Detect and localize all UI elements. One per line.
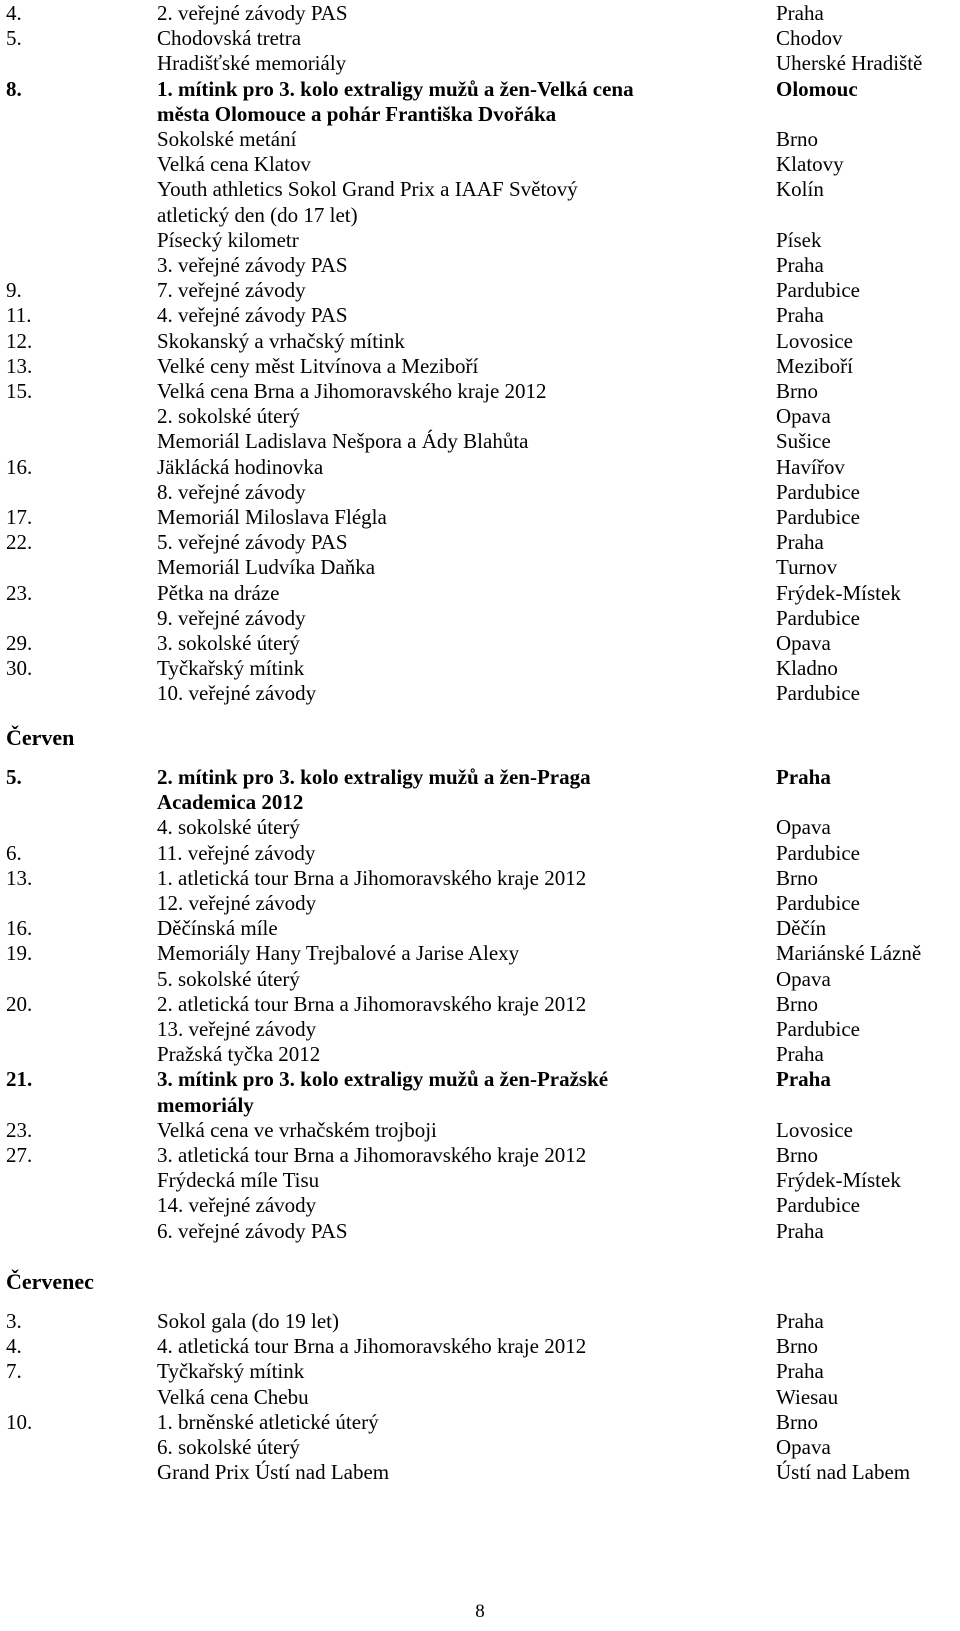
event-name: Pražská tyčka 2012 — [157, 1042, 321, 1067]
event-place: Opava — [776, 815, 831, 840]
event-name: Písecký kilometr — [157, 227, 299, 252]
event-name: města Olomouce a pohár Františka Dvořáka — [157, 101, 557, 126]
event-day: 6. — [6, 840, 22, 865]
event-day: 17. — [6, 505, 33, 529]
event-place: Písek — [776, 227, 822, 252]
event-place: Pardubice — [776, 505, 860, 529]
event-name: 1. atletická tour Brna a Jihomoravského kraje 2012 — [157, 865, 587, 890]
event-day: 5. — [6, 26, 22, 51]
table-row — [0, 1434, 960, 1460]
event-name: Velká cena Chebu — [157, 1384, 309, 1409]
event-day: 30. — [6, 656, 33, 681]
event-day: 8. — [6, 76, 22, 101]
event-day: 12. — [6, 328, 33, 353]
event-day: 10. — [6, 1409, 33, 1434]
table-row — [0, 428, 960, 454]
event-name: atletický den (do 17 let) — [157, 202, 358, 227]
month-heading-june: Červen — [6, 725, 75, 750]
event-day: 13. — [6, 865, 33, 890]
table-row — [0, 1308, 960, 1334]
event-name: 4. atletická tour Brna a Jihomoravského kraje 2012 — [157, 1334, 587, 1359]
table-row — [0, 655, 960, 681]
event-name: Tyčkařský mítink — [157, 656, 305, 681]
event-day: 13. — [6, 353, 33, 378]
event-day: 3. — [6, 1309, 22, 1333]
event-name: Sokol gala (do 19 let) — [157, 1309, 339, 1333]
event-place: Brno — [776, 127, 818, 151]
table-row — [0, 1333, 960, 1359]
event-name: 2. mítink pro 3. kolo extraligy mužů a žen-Praga — [157, 765, 591, 789]
table-row — [0, 605, 960, 631]
table-row — [0, 840, 960, 866]
event-name: Memoriál Ludvíka Daňka — [157, 555, 376, 580]
event-place: Opava — [776, 631, 831, 655]
event-place: Wiesau — [776, 1384, 839, 1409]
event-day: 7. — [6, 1359, 22, 1384]
event-day: 4. — [6, 1, 22, 25]
table-row — [0, 1117, 960, 1143]
event-day: 16. — [6, 916, 33, 941]
event-name: Youth athletics Sokol Grand Prix a IAAF Světový — [157, 177, 578, 202]
event-place: Brno — [776, 379, 818, 403]
event-name: Memoriály Hany Trejbalové a Jarise Alexy — [157, 941, 520, 966]
event-place: Opava — [776, 966, 831, 991]
event-name: 13. veřejné závody — [157, 1017, 317, 1041]
table-row — [0, 940, 960, 966]
event-name: Jäklácká hodinovka — [157, 454, 324, 479]
table-row — [0, 202, 960, 228]
event-place: Pardubice — [776, 278, 860, 303]
event-place: Praha — [776, 1218, 824, 1243]
table-row — [0, 580, 960, 606]
month-heading-july: Červenec — [6, 1269, 94, 1294]
event-name: Academica 2012 — [157, 790, 304, 815]
event-place: Pardubice — [776, 840, 860, 865]
event-day: 23. — [6, 1117, 33, 1142]
event-place: Pardubice — [776, 479, 860, 504]
table-row — [0, 1167, 960, 1193]
event-day: 16. — [6, 454, 33, 479]
table-row — [0, 50, 960, 76]
event-day: 21. — [6, 1067, 33, 1092]
event-place: Mariánské Lázně — [776, 941, 922, 966]
event-day: 22. — [6, 530, 33, 555]
table-row — [0, 1409, 960, 1435]
event-place: Praha — [776, 253, 824, 277]
table-row — [0, 76, 960, 102]
table-row — [0, 353, 960, 379]
table-row — [0, 1358, 960, 1384]
event-place: Pardubice — [776, 1193, 860, 1218]
table-row — [0, 1092, 960, 1118]
event-place: Brno — [776, 1143, 818, 1167]
table-row — [0, 504, 960, 530]
table-row — [0, 302, 960, 328]
event-day: 20. — [6, 991, 33, 1016]
event-place: Brno — [776, 1409, 818, 1434]
table-row — [0, 378, 960, 404]
event-place: Klatovy — [776, 152, 844, 177]
event-place: Děčín — [776, 916, 827, 941]
event-name: 10. veřejné závody — [157, 681, 317, 706]
event-name: 11. veřejné závody — [157, 840, 316, 865]
event-name: Velká cena Klatov — [157, 152, 311, 177]
table-row — [0, 0, 960, 26]
event-name: 7. veřejné závody — [157, 278, 306, 303]
event-name: 2. veřejné závody PAS — [157, 1, 348, 25]
table-row — [0, 966, 960, 992]
event-place: Opava — [776, 404, 831, 429]
event-day: 11. — [6, 303, 32, 328]
table-row — [0, 529, 960, 555]
event-name: Skokanský a vrhačský mítink — [157, 328, 405, 353]
event-name: 4. sokolské úterý — [157, 815, 300, 840]
table-row — [0, 25, 960, 51]
event-place: Praha — [776, 1, 824, 25]
event-name: 5. veřejné závody PAS — [157, 530, 348, 555]
event-name: 9. veřejné závody — [157, 605, 306, 630]
event-place: Praha — [776, 1359, 824, 1384]
event-name: 3. sokolské úterý — [157, 631, 300, 655]
event-name: Hradišťské memoriály — [157, 51, 347, 76]
table-row — [0, 915, 960, 941]
event-name: Velká cena Brna a Jihomoravského kraje 2012 — [157, 379, 547, 403]
table-row — [0, 1192, 960, 1218]
event-name: 3. mítink pro 3. kolo extraligy mužů a žen-Pražské — [157, 1067, 609, 1092]
event-day: 15. — [6, 379, 33, 403]
event-name: 5. sokolské úterý — [157, 966, 300, 991]
table-row — [0, 1459, 960, 1485]
event-name: Grand Prix Ústí nad Labem — [157, 1460, 390, 1485]
table-row — [0, 227, 960, 253]
event-place: Chodov — [776, 26, 843, 51]
event-place: Olomouc — [776, 76, 858, 101]
event-name: Pětka na dráze — [157, 580, 280, 605]
event-day: 19. — [6, 941, 33, 966]
table-row — [0, 1218, 960, 1244]
event-name: 8. veřejné závody — [157, 479, 306, 504]
event-place: Praha — [776, 1042, 824, 1067]
table-row — [0, 680, 960, 706]
event-place: Havířov — [776, 454, 845, 479]
event-name: Chodovská tretra — [157, 26, 302, 51]
event-place: Kolín — [776, 177, 824, 202]
event-name: 14. veřejné závody — [157, 1193, 317, 1218]
event-name: Frýdecká míle Tisu — [157, 1168, 320, 1193]
event-place: Brno — [776, 865, 818, 890]
table-row — [0, 151, 960, 177]
event-place: Pardubice — [776, 681, 860, 706]
event-place: Brno — [776, 991, 818, 1016]
table-row — [0, 454, 960, 480]
event-name: 1. mítink pro 3. kolo extraligy mužů a žen-Velká cena — [157, 76, 634, 101]
event-name: Memoriál Ladislava Nešpora a Ády Blahůta — [157, 429, 529, 454]
table-row — [0, 1142, 960, 1168]
table-row — [0, 403, 960, 429]
table-row — [0, 126, 960, 152]
event-name: Tyčkařský mítink — [157, 1359, 305, 1384]
table-row — [0, 865, 960, 891]
event-name: Velká cena ve vrhačském trojboji — [157, 1117, 437, 1142]
event-place: Praha — [776, 530, 824, 555]
event-place: Lovosice — [776, 1117, 853, 1142]
event-day: 23. — [6, 580, 33, 605]
event-place: Lovosice — [776, 328, 853, 353]
event-day: 9. — [6, 278, 22, 303]
table-row — [0, 277, 960, 303]
event-name: 2. sokolské úterý — [157, 404, 300, 429]
event-place: Turnov — [776, 555, 838, 580]
event-name: 3. atletická tour Brna a Jihomoravského kraje 2012 — [157, 1143, 587, 1167]
event-place: Opava — [776, 1435, 831, 1459]
table-row — [0, 101, 960, 127]
table-row — [0, 630, 960, 656]
event-name: 12. veřejné závody — [157, 891, 317, 915]
event-name: 2. atletická tour Brna a Jihomoravského kraje 2012 — [157, 991, 587, 1016]
table-row — [0, 764, 960, 790]
event-name: Memoriál Miloslava Flégla — [157, 505, 387, 529]
table-row — [0, 1016, 960, 1042]
event-name: 3. veřejné závody PAS — [157, 253, 348, 277]
event-place: Meziboří — [776, 353, 853, 378]
table-row — [0, 176, 960, 202]
page-number: 8 — [475, 1601, 485, 1622]
table-row — [0, 252, 960, 278]
event-day: 4. — [6, 1334, 22, 1359]
event-name: 6. veřejné závody PAS — [157, 1218, 348, 1243]
event-name: 6. sokolské úterý — [157, 1435, 300, 1459]
event-name: memoriály — [157, 1092, 254, 1117]
event-name: Velké ceny měst Litvínova a Meziboří — [157, 353, 479, 378]
event-place: Praha — [776, 1067, 831, 1092]
event-name: 4. veřejné závody PAS — [157, 303, 348, 328]
table-row — [0, 789, 960, 815]
event-place: Frýdek-Místek — [776, 1168, 901, 1193]
event-place: Kladno — [776, 656, 838, 681]
table-row — [0, 1066, 960, 1092]
event-place: Frýdek-Místek — [776, 580, 901, 605]
event-name: 1. brněnské atletické úterý — [157, 1409, 379, 1434]
table-row — [0, 479, 960, 505]
table-row — [0, 1384, 960, 1410]
table-row — [0, 814, 960, 840]
event-place: Pardubice — [776, 891, 860, 915]
table-row — [0, 991, 960, 1017]
event-place: Praha — [776, 1309, 824, 1333]
event-name: Děčínská míle — [157, 916, 278, 941]
event-place: Pardubice — [776, 605, 860, 630]
event-place: Praha — [776, 765, 831, 789]
event-place: Pardubice — [776, 1017, 860, 1041]
table-row — [0, 1041, 960, 1067]
table-row — [0, 890, 960, 916]
table-row — [0, 328, 960, 354]
event-name: Sokolské metání — [157, 127, 297, 151]
event-day: 29. — [6, 631, 33, 655]
event-day: 27. — [6, 1143, 33, 1167]
event-place: Ústí nad Labem — [776, 1460, 911, 1485]
event-place: Praha — [776, 303, 824, 328]
event-place: Sušice — [776, 429, 831, 454]
event-place: Uherské Hradiště — [776, 51, 923, 76]
event-place: Brno — [776, 1334, 818, 1359]
table-row — [0, 554, 960, 580]
event-day: 5. — [6, 765, 22, 789]
